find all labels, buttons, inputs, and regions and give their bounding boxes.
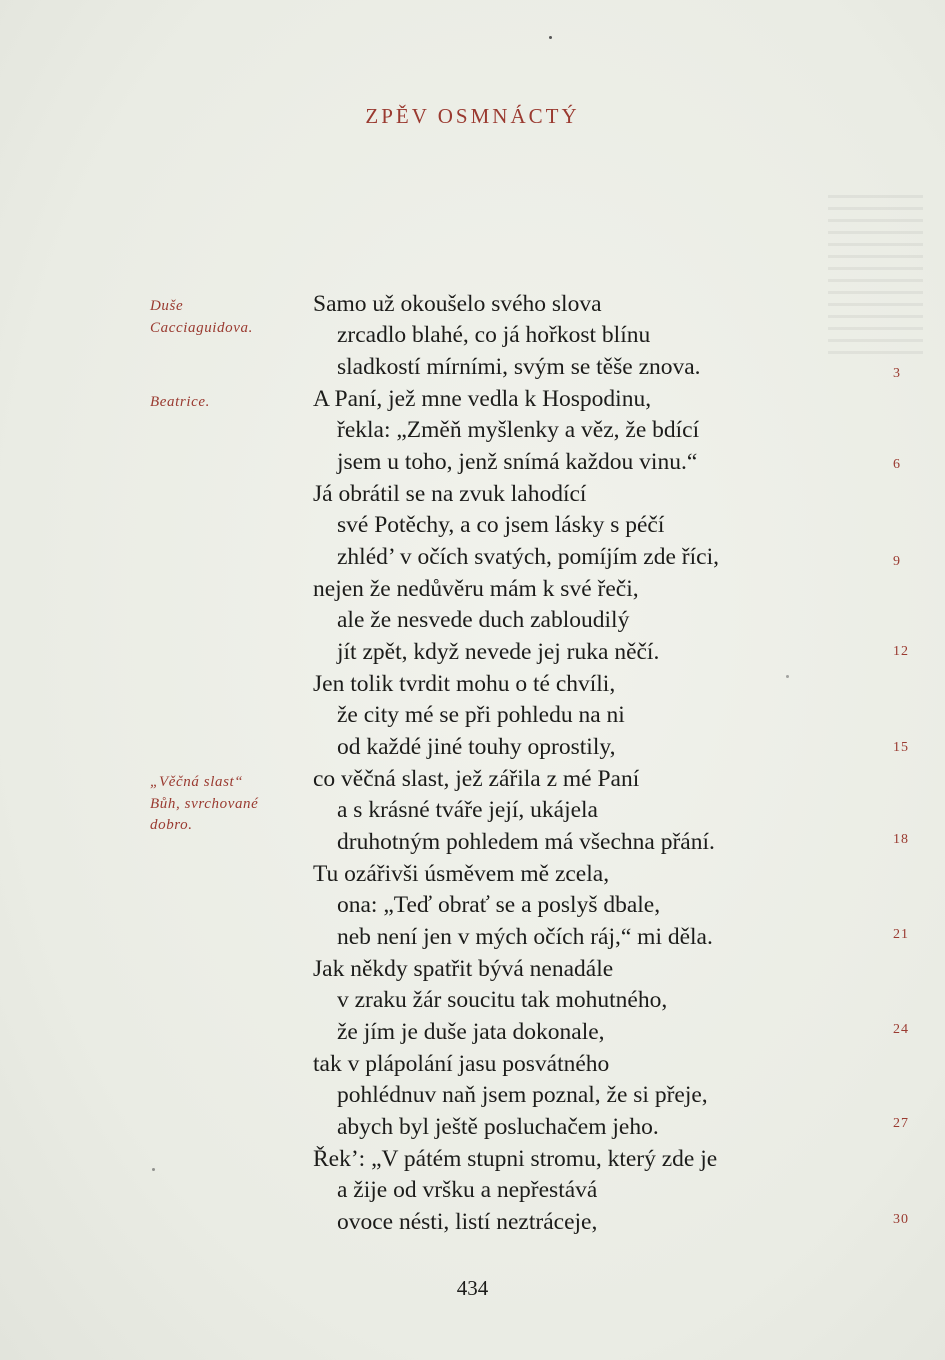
line-number: 27 — [893, 1116, 909, 1131]
line-number: 18 — [893, 832, 909, 847]
verse-line: jít zpět, když nevede jej ruka něčí. — [337, 639, 660, 665]
line-number: 24 — [893, 1022, 909, 1037]
canto-title: ZPĚV OSMNÁCTÝ — [365, 104, 580, 128]
verse-line: tak v plápolání jasu posvátného — [313, 1051, 610, 1077]
verse-line: ale že nesvede duch zabloudilý — [337, 607, 630, 633]
line-number: 15 — [893, 740, 909, 755]
verse-line: Samo už okoušelo svého slova — [313, 291, 602, 317]
verse-line: řekla: „Změň myšlenky a věz, že bdící — [337, 417, 700, 443]
verse-line: zrcadlo blahé, co já hořkost blínu — [337, 322, 651, 348]
margin-note: Cacciaguidova. — [150, 320, 253, 336]
verse-line: a s krásné tváře její, ukájela — [337, 797, 598, 823]
margin-note: „Věčná slast“ — [150, 774, 244, 790]
line-number: 6 — [893, 457, 901, 472]
paper-speck — [152, 1168, 155, 1171]
verse-line: své Potěchy, a co jsem lásky s péčí — [337, 512, 665, 538]
verse-line: co věčná slast, jež zářila z mé Paní — [313, 766, 640, 792]
verse-line: že jím je duše jata dokonale, — [337, 1019, 605, 1045]
verse-line: Já obrátil se na zvuk lahodící — [313, 481, 587, 507]
verse-line: Jen tolik tvrdit mohu o té chvíli, — [313, 671, 616, 697]
paper-speck — [549, 36, 552, 39]
verse-line: neb není jen v mých očích ráj,“ mi děla. — [337, 924, 713, 950]
page-number: 434 — [456, 1276, 489, 1300]
margin-note: Duše — [150, 298, 184, 314]
verse-line: zhléd’ v očích svatých, pomíjím zde říci, — [337, 544, 719, 570]
line-number: 21 — [893, 927, 909, 942]
verse-line: že city mé se při pohledu na ni — [337, 702, 625, 728]
line-number: 30 — [893, 1212, 909, 1227]
verse-line: nejen že nedůvěru mám k své řeči, — [313, 576, 639, 602]
margin-note: Bůh, svrchované — [150, 796, 259, 812]
verse-line: Řek’: „V pátém stupni stromu, který zde je — [313, 1146, 718, 1172]
verse-line: abych byl ještě posluchačem jeho. — [337, 1114, 659, 1140]
verse-line: v zraku žár soucitu tak mohutného, — [337, 987, 668, 1013]
verse-line: ona: „Teď obrať se a poslyš dbale, — [337, 892, 661, 918]
paper-speck — [786, 675, 789, 678]
verse-line: ovoce nésti, listí neztráceje, — [337, 1209, 598, 1235]
verse-line: a žije od vršku a nepřestává — [337, 1177, 598, 1203]
verse-line: druhotným pohledem má všechna přání. — [337, 829, 715, 855]
show-through-text — [828, 195, 923, 355]
verse-line: Jak někdy spatřit bývá nenadále — [313, 956, 614, 982]
verse-line: A Paní, jež mne vedla k Hospodinu, — [313, 386, 652, 412]
line-number: 12 — [893, 644, 909, 659]
verse-line: pohlédnuv naň jsem poznal, že si přeje, — [337, 1082, 708, 1108]
margin-note: dobro. — [150, 817, 193, 833]
verse-line: Tu ozářivši úsměvem mě zcela, — [313, 861, 610, 887]
verse-line: od každé jiné touhy oprostily, — [337, 734, 616, 760]
line-number: 9 — [893, 554, 901, 569]
verse-line: sladkostí mírními, svým se těše znova. — [337, 354, 701, 380]
line-number: 3 — [893, 366, 901, 381]
margin-note: Beatrice. — [150, 394, 210, 410]
verse-line: jsem u toho, jenž snímá každou vinu.“ — [337, 449, 698, 475]
